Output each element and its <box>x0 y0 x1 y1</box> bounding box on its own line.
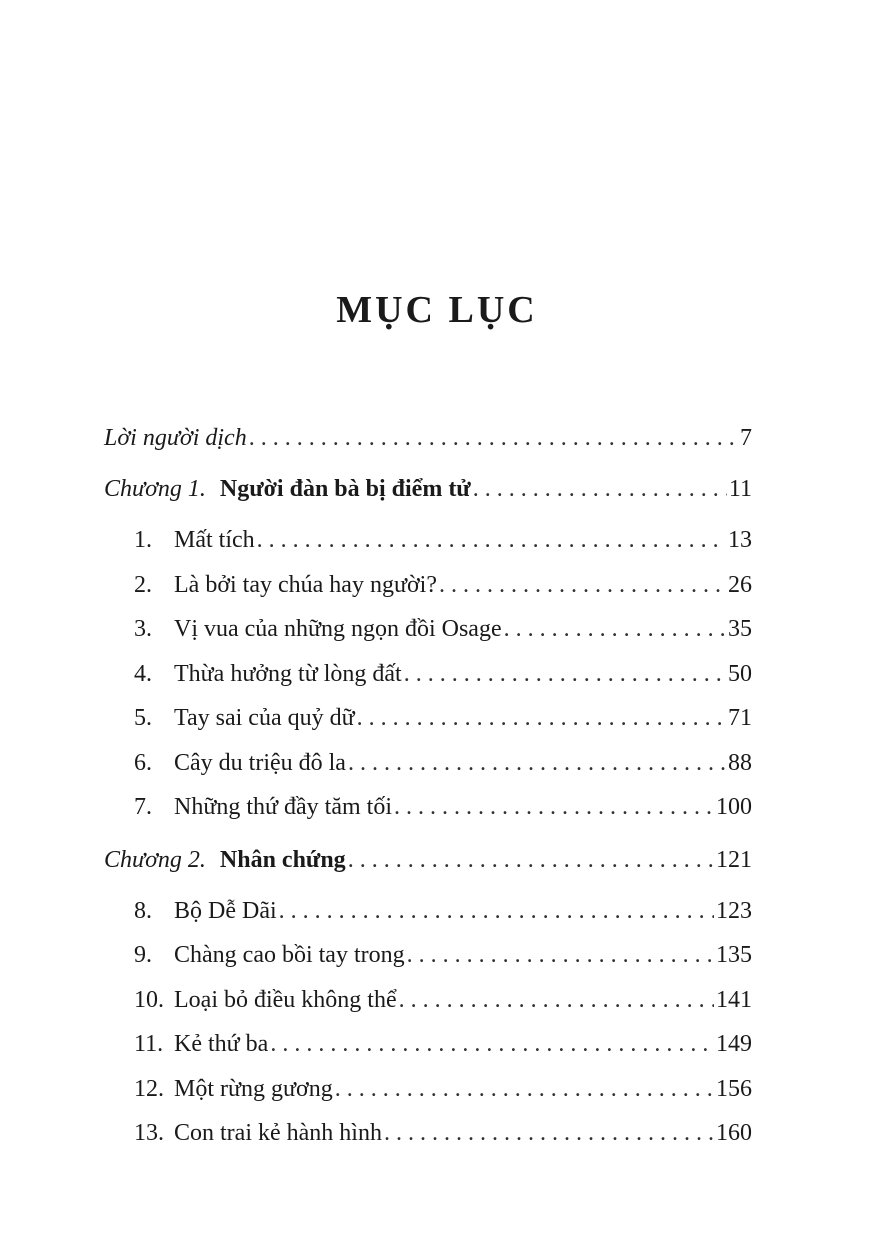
page-number: 149 <box>716 1031 752 1057</box>
page-number: 121 <box>716 846 752 873</box>
toc-item[interactable] <box>104 656 752 701</box>
page-number: 160 <box>716 1120 752 1146</box>
leader-dots <box>335 1071 714 1107</box>
toc-chapter-1[interactable] <box>104 471 752 522</box>
item-title: Là bởi tay chúa hay người? <box>174 571 437 598</box>
leader-dots <box>439 567 726 603</box>
leader-dots <box>384 1115 714 1151</box>
item-number: 8. <box>134 897 152 924</box>
leader-dots <box>279 893 714 929</box>
page-number: 88 <box>728 749 752 776</box>
page-number: 100 <box>716 794 752 820</box>
item-title: Con trai kẻ hành hình <box>174 1120 382 1146</box>
toc-item[interactable] <box>104 982 752 1027</box>
leader-dots <box>357 700 726 736</box>
leader-dots <box>257 522 726 558</box>
leader-dots <box>504 611 726 647</box>
page-number: 71 <box>728 705 752 731</box>
toc-item[interactable] <box>104 789 752 834</box>
item-number: 12. <box>134 1075 164 1102</box>
item-number: 6. <box>134 749 152 776</box>
leader-dots <box>249 420 738 456</box>
item-title: Tay sai của quỷ dữ <box>174 705 355 731</box>
leader-dots <box>348 745 726 781</box>
toc-item[interactable] <box>104 1115 752 1160</box>
item-title: Bộ Dễ Dãi <box>174 897 277 924</box>
item-number: 11. <box>134 1031 164 1057</box>
table-of-contents <box>104 420 752 1160</box>
page-number: 141 <box>716 986 752 1013</box>
page-number: 156 <box>716 1075 752 1102</box>
item-title: Mất tích <box>174 527 255 553</box>
toc-item[interactable] <box>104 567 752 612</box>
toc-item[interactable] <box>104 1026 752 1071</box>
item-number: 3. <box>134 616 152 642</box>
item-title: Vị vua của những ngọn đồi Osage <box>174 616 502 642</box>
leader-dots <box>473 471 727 507</box>
page-number: 26 <box>728 571 752 598</box>
leader-dots <box>407 937 714 973</box>
toc-item[interactable] <box>104 522 752 567</box>
toc-entry-preface[interactable] <box>104 420 752 471</box>
item-number: 7. <box>134 794 152 820</box>
item-number: 13. <box>134 1120 164 1146</box>
toc-chapter-2[interactable] <box>104 842 752 893</box>
item-title: Chàng cao bồi tay trong <box>174 942 405 968</box>
item-title: Thừa hưởng từ lòng đất <box>174 660 402 687</box>
toc-item[interactable] <box>104 893 752 938</box>
item-number: 2. <box>134 571 152 598</box>
page-number: 135 <box>716 942 752 968</box>
page-number: 35 <box>728 616 752 642</box>
chapter-title: Nhân chứng <box>219 846 346 873</box>
leader-dots <box>399 982 714 1018</box>
chapter-title: Người đàn bà bị điểm tử <box>219 476 471 502</box>
preface-label: Lời người dịch <box>104 425 247 451</box>
item-title: Một rừng gương <box>174 1075 333 1102</box>
page-number: 11 <box>728 476 752 502</box>
toc-item[interactable] <box>104 611 752 656</box>
item-number: 4. <box>134 660 152 687</box>
item-number: 5. <box>134 705 152 731</box>
chapter-prefix: Chương 1. <box>104 476 206 502</box>
page-title: MỤC LỤC <box>336 289 538 331</box>
page-number: 50 <box>728 660 752 687</box>
page-number: 13 <box>728 527 752 553</box>
item-number: 1. <box>134 527 152 553</box>
item-title: Những thứ đầy tăm tối <box>174 794 392 820</box>
item-number: 10. <box>134 986 164 1013</box>
page-number: 123 <box>716 897 752 924</box>
leader-dots <box>348 842 714 878</box>
chapter-prefix: Chương 2. <box>104 846 206 873</box>
item-title: Loại bỏ điều không thể <box>174 986 397 1013</box>
leader-dots <box>404 656 726 692</box>
toc-item[interactable] <box>104 1071 752 1116</box>
item-title: Kẻ thứ ba <box>174 1031 269 1057</box>
item-number: 9. <box>134 942 152 968</box>
item-title: Cây du triệu đô la <box>174 749 346 776</box>
leader-dots <box>394 789 714 825</box>
leader-dots <box>270 1026 714 1062</box>
page-number: 7 <box>740 425 752 451</box>
toc-item[interactable] <box>104 700 752 745</box>
toc-item[interactable] <box>104 745 752 790</box>
toc-item[interactable] <box>104 937 752 982</box>
